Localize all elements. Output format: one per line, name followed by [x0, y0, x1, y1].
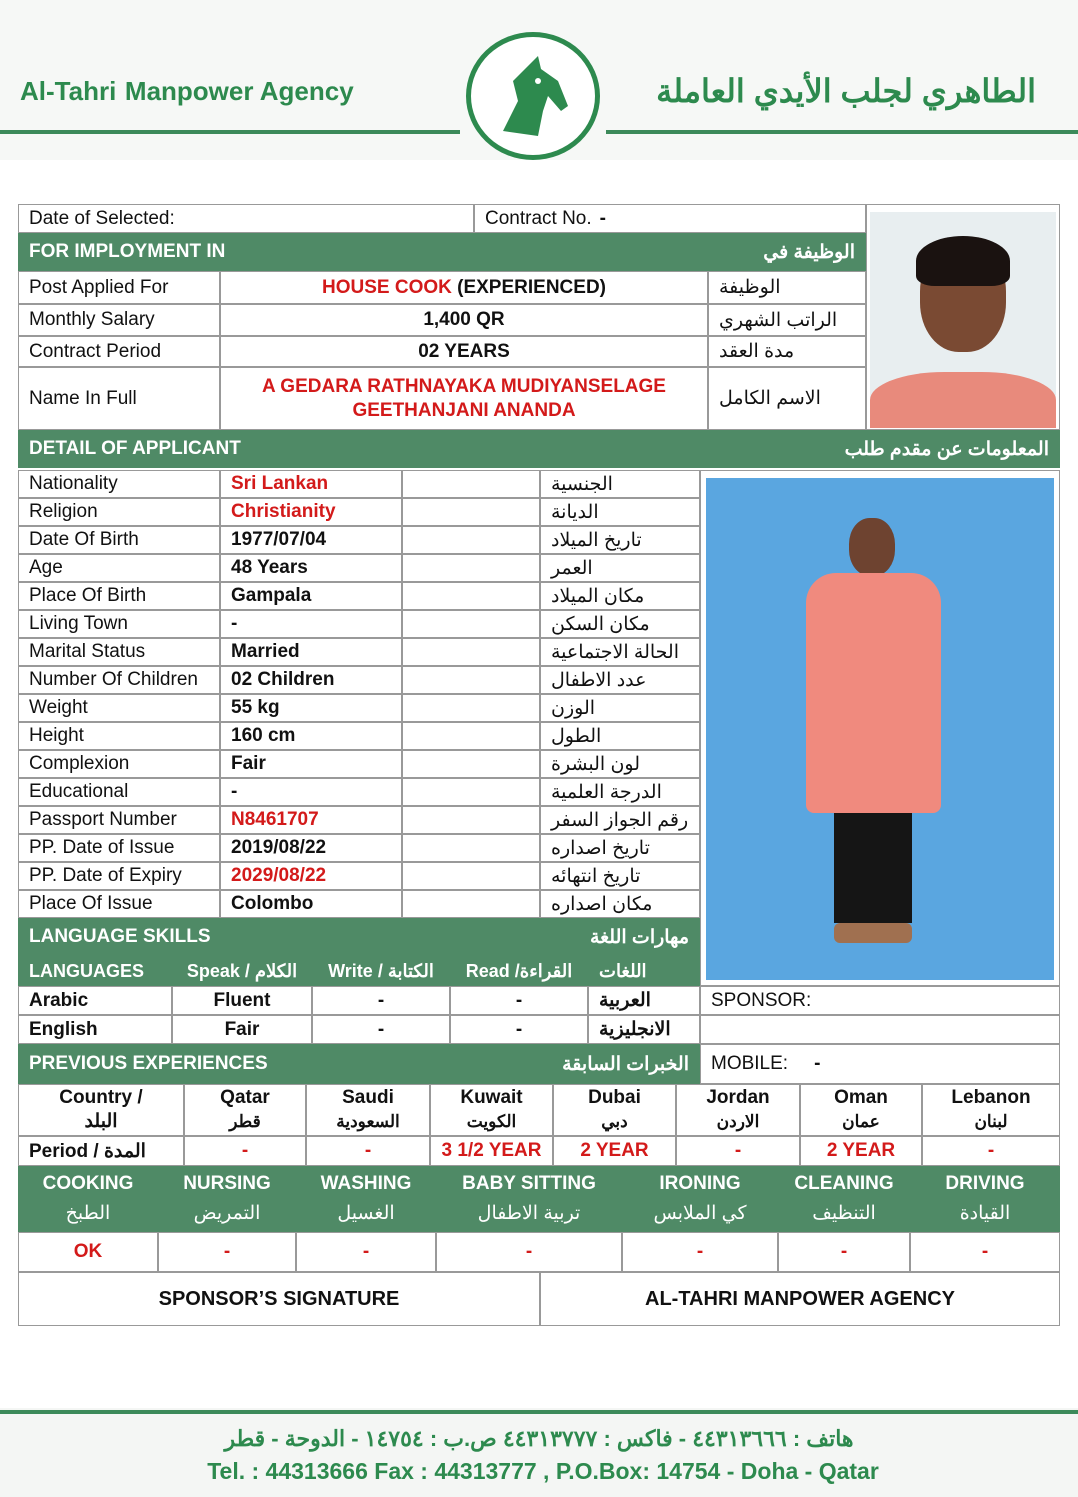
- country-name-ar: لبنان: [974, 1112, 1008, 1131]
- detail-empty-cell: [402, 582, 540, 610]
- detail-label: Number Of Children: [18, 666, 220, 694]
- skill-value: -: [910, 1232, 1060, 1272]
- detail-label: Marital Status: [18, 638, 220, 666]
- experience-header: [18, 1044, 700, 1084]
- language-write: -: [312, 986, 450, 1015]
- country-name-en: Saudi: [342, 1087, 394, 1108]
- detail-value: Colombo: [220, 890, 402, 918]
- detail-label: Age: [18, 554, 220, 582]
- detail-label: Date Of Birth: [18, 526, 220, 554]
- skill-name-ar: التنظيف: [812, 1203, 876, 1224]
- detail-value: 02 Children: [220, 666, 402, 694]
- date-selected-label: Date of Selected:: [18, 204, 474, 233]
- country-label-ar: البلد: [84, 1111, 118, 1132]
- detail-label-ar: مكان السكن: [540, 610, 700, 638]
- detail-label: Place Of Issue: [18, 890, 220, 918]
- employment-label-ar: الوظيفة: [708, 271, 866, 304]
- detail-label-ar: الوزن: [540, 694, 700, 722]
- detail-empty-cell: [402, 554, 540, 582]
- detail-value: 48 Years: [220, 554, 402, 582]
- skill-washing: [296, 1166, 436, 1232]
- employment-value: [220, 271, 708, 304]
- detail-label: Place Of Birth: [18, 582, 220, 610]
- name-line-1: A GEDARA RATHNAYAKA MUDIYANSELAGE: [262, 375, 666, 397]
- language-write: -: [312, 1015, 450, 1044]
- skill-name-ar: الغسيل: [337, 1203, 395, 1224]
- skill-baby-sitting: [436, 1166, 622, 1232]
- employment-value: [220, 336, 708, 367]
- language-lang: Arabic: [18, 986, 172, 1015]
- country-name-en: Qatar: [220, 1087, 270, 1108]
- detail-value: 160 cm: [220, 722, 402, 750]
- contract-value: -: [599, 207, 606, 229]
- country-kuwait: [430, 1084, 553, 1136]
- employment-header: [18, 233, 866, 271]
- detail-label-ar: تاريخ انتهائه: [540, 862, 700, 890]
- detail-value: Christianity: [220, 498, 402, 526]
- detail-label-ar: الجنسية: [540, 470, 700, 498]
- detail-empty-cell: [402, 498, 540, 526]
- employment-value: [220, 304, 708, 336]
- brand-name-en: Al-Tahri Manpower Agency: [20, 76, 354, 106]
- detail-empty-cell: [402, 694, 540, 722]
- language-speak: Fluent: [172, 986, 312, 1015]
- detail-label: Nationality: [18, 470, 220, 498]
- divider: [0, 1410, 1078, 1414]
- country-saudi: [306, 1084, 430, 1136]
- detail-empty-cell: [402, 666, 540, 694]
- detail-label: Complexion: [18, 750, 220, 778]
- skill-name-ar: الطبخ: [65, 1203, 111, 1224]
- skill-cooking: [18, 1166, 158, 1232]
- language-column-header: Read /القراءة: [450, 956, 588, 986]
- detail-label-ar: رقم الجواز السفر: [540, 806, 700, 834]
- country-label: [18, 1084, 184, 1136]
- country-name-ar: الاردن: [716, 1112, 760, 1131]
- country-qatar: [184, 1084, 306, 1136]
- mobile-label: MOBILE:: [711, 1053, 789, 1074]
- name-label: Name In Full: [18, 367, 220, 430]
- language-ar: العربية: [588, 986, 700, 1015]
- footer-contact-ar: هاتف : ٤٤٣١٣٦٦٦ - فاكس : ٤٤٣١٣٧٧٧ ص.ب : ١٤٧٥٤ - الدوحة - قطر: [224, 1426, 854, 1451]
- detail-header: [18, 430, 1060, 468]
- language-title-ar: مهارات اللغة: [589, 926, 689, 948]
- sponsor-label: SPONSOR:: [700, 986, 1060, 1015]
- country-name-ar: الكويت: [466, 1112, 517, 1131]
- country-name-en: Jordan: [706, 1087, 770, 1108]
- employment-label-ar: الراتب الشهري: [708, 304, 866, 336]
- detail-empty-cell: [402, 722, 540, 750]
- country-period: 2 YEAR: [800, 1136, 922, 1166]
- detail-value: 55 kg: [220, 694, 402, 722]
- skill-name-ar: كي الملابس: [653, 1203, 747, 1224]
- detail-label-ar: مكان الميلاد: [540, 582, 700, 610]
- skill-nursing: [158, 1166, 296, 1232]
- skill-name-ar: القيادة: [959, 1203, 1011, 1224]
- employment-label-ar: مدة العقد: [708, 336, 866, 367]
- detail-label: Religion: [18, 498, 220, 526]
- detail-label-ar: الطول: [540, 722, 700, 750]
- detail-value: 2019/08/22: [220, 834, 402, 862]
- contract-number: [474, 204, 866, 233]
- detail-label-ar: الديانة: [540, 498, 700, 526]
- experience-title-en: PREVIOUS EXPERIENCES: [29, 1053, 268, 1074]
- brand-name-ar: الطاهري لجلب الأيدي العاملة: [656, 73, 1036, 109]
- full-name: [220, 367, 708, 430]
- detail-empty-cell: [402, 834, 540, 862]
- detail-label-ar: عدد الاطفال: [540, 666, 700, 694]
- divider: [0, 130, 460, 134]
- country-period: 2 YEAR: [553, 1136, 676, 1166]
- footer-contact-en: Tel. : 44313666 Fax : 44313777 , P.O.Box: 14754 - Doha - Qatar: [207, 1458, 879, 1484]
- detail-label-ar: تاريخ اصداره: [540, 834, 700, 862]
- detail-label: Educational: [18, 778, 220, 806]
- detail-value: -: [220, 610, 402, 638]
- language-speak: Fair: [172, 1015, 312, 1044]
- skill-value: -: [436, 1232, 622, 1272]
- detail-label-ar: تاريخ الميلاد: [540, 526, 700, 554]
- employment-value-highlight: HOUSE COOK: [322, 276, 452, 298]
- detail-label-ar: لون البشرة: [540, 750, 700, 778]
- country-period: -: [676, 1136, 800, 1166]
- detail-empty-cell: [402, 862, 540, 890]
- language-column-header: LANGUAGES: [18, 956, 172, 986]
- country-period: -: [184, 1136, 306, 1166]
- detail-label: Height: [18, 722, 220, 750]
- detail-value: Gampala: [220, 582, 402, 610]
- country-name-en: Kuwait: [460, 1087, 523, 1108]
- skill-name-en: DRIVING: [945, 1173, 1025, 1194]
- country-name-en: Dubai: [588, 1087, 641, 1108]
- country-name-ar: دبي: [601, 1112, 628, 1131]
- skill-value: -: [296, 1232, 436, 1272]
- language-ar: الانجليزية: [588, 1015, 700, 1044]
- detail-value: Married: [220, 638, 402, 666]
- detail-title-en: DETAIL OF APPLICANT: [29, 438, 241, 459]
- skill-name-en: COOKING: [42, 1173, 134, 1194]
- employment-value-text: (EXPERIENCED): [451, 276, 606, 298]
- detail-title-ar: المعلومات عن مقدم طلب: [844, 438, 1049, 460]
- detail-empty-cell: [402, 526, 540, 554]
- sponsor-value-empty: [700, 1015, 1060, 1044]
- country-lebanon: [922, 1084, 1060, 1136]
- country-period: -: [306, 1136, 430, 1166]
- employment-value-text: 1,400 QR: [423, 309, 505, 330]
- detail-label: PP. Date of Issue: [18, 834, 220, 862]
- detail-label-ar: العمر: [540, 554, 700, 582]
- detail-empty-cell: [402, 470, 540, 498]
- employment-label: Post Applied For: [18, 271, 220, 304]
- employment-title-ar: الوظيفة في: [763, 241, 855, 263]
- sponsor-signature: SPONSOR’S SIGNATURE: [18, 1272, 540, 1326]
- detail-value: 1977/07/04: [220, 526, 402, 554]
- skill-name-en: WASHING: [320, 1173, 412, 1194]
- skill-value: -: [622, 1232, 778, 1272]
- country-name-ar: قطر: [229, 1112, 261, 1131]
- detail-value: -: [220, 778, 402, 806]
- detail-empty-cell: [402, 610, 540, 638]
- detail-empty-cell: [402, 806, 540, 834]
- country-label-en: Country /: [59, 1087, 143, 1108]
- country-oman: [800, 1084, 922, 1136]
- skill-name-en: CLEANING: [794, 1173, 894, 1194]
- skill-value: -: [778, 1232, 910, 1272]
- language-header: [18, 918, 700, 956]
- skill-name-en: NURSING: [183, 1173, 271, 1194]
- detail-value: 2029/08/22: [220, 862, 402, 890]
- horse-logo-icon: [466, 32, 600, 160]
- skill-driving: [910, 1166, 1060, 1232]
- skill-ironing: [622, 1166, 778, 1232]
- detail-label-ar: الحالة الاجتماعية: [540, 638, 700, 666]
- skill-name-ar: تربية الاطفال: [477, 1203, 581, 1224]
- applicant-portrait-photo: [870, 212, 1056, 428]
- language-lang: English: [18, 1015, 172, 1044]
- employment-label: Monthly Salary: [18, 304, 220, 336]
- detail-label-ar: الدرجة العلمية: [540, 778, 700, 806]
- language-read: -: [450, 986, 588, 1015]
- detail-value: Sri Lankan: [220, 470, 402, 498]
- agency-signature: AL-TAHRI MANPOWER AGENCY: [540, 1272, 1060, 1326]
- language-column-header: اللغات: [588, 956, 700, 986]
- language-read: -: [450, 1015, 588, 1044]
- detail-label: Passport Number: [18, 806, 220, 834]
- detail-label: Living Town: [18, 610, 220, 638]
- country-period: 3 1/2 YEAR: [430, 1136, 553, 1166]
- period-label: Period / المدة: [18, 1136, 184, 1166]
- detail-label: PP. Date of Expiry: [18, 862, 220, 890]
- contract-label: Contract No.: [485, 207, 592, 229]
- country-name-ar: السعودية: [336, 1112, 400, 1131]
- detail-empty-cell: [402, 638, 540, 666]
- employment-title-en: FOR IMPLOYMENT IN: [29, 241, 226, 262]
- country-jordan: [676, 1084, 800, 1136]
- country-dubai: [553, 1084, 676, 1136]
- name-line-2: GEETHANJANI ANANDA: [352, 399, 576, 421]
- language-title-en: LANGUAGE SKILLS: [29, 926, 211, 947]
- skill-cleaning: [778, 1166, 910, 1232]
- applicant-full-photo: [706, 478, 1054, 980]
- detail-empty-cell: [402, 890, 540, 918]
- mobile-value: -: [814, 1053, 821, 1074]
- language-column-header: Speak / الكلام: [172, 956, 312, 986]
- detail-label: Weight: [18, 694, 220, 722]
- skill-name-en: BABY SITTING: [462, 1173, 596, 1194]
- country-name-ar: عمان: [842, 1112, 880, 1131]
- mobile-field: [700, 1044, 1060, 1084]
- employment-label: Contract Period: [18, 336, 220, 367]
- skill-name-en: IRONING: [659, 1173, 741, 1194]
- country-name-en: Lebanon: [951, 1087, 1031, 1108]
- language-column-header: Write / الكتابة: [312, 956, 450, 986]
- skill-name-ar: التمريض: [193, 1203, 261, 1224]
- skill-value: OK: [18, 1232, 158, 1272]
- skill-value: -: [158, 1232, 296, 1272]
- detail-value: Fair: [220, 750, 402, 778]
- country-name-en: Oman: [834, 1087, 888, 1108]
- divider: [606, 130, 1078, 134]
- detail-empty-cell: [402, 750, 540, 778]
- detail-label-ar: مكان اصداره: [540, 890, 700, 918]
- detail-empty-cell: [402, 778, 540, 806]
- employment-value-text: 02 YEARS: [418, 340, 510, 362]
- country-period: -: [922, 1136, 1060, 1166]
- experience-title-ar: الخبرات السابقة: [562, 1053, 689, 1075]
- name-label-ar: الاسم الكامل: [708, 367, 866, 430]
- detail-value: N8461707: [220, 806, 402, 834]
